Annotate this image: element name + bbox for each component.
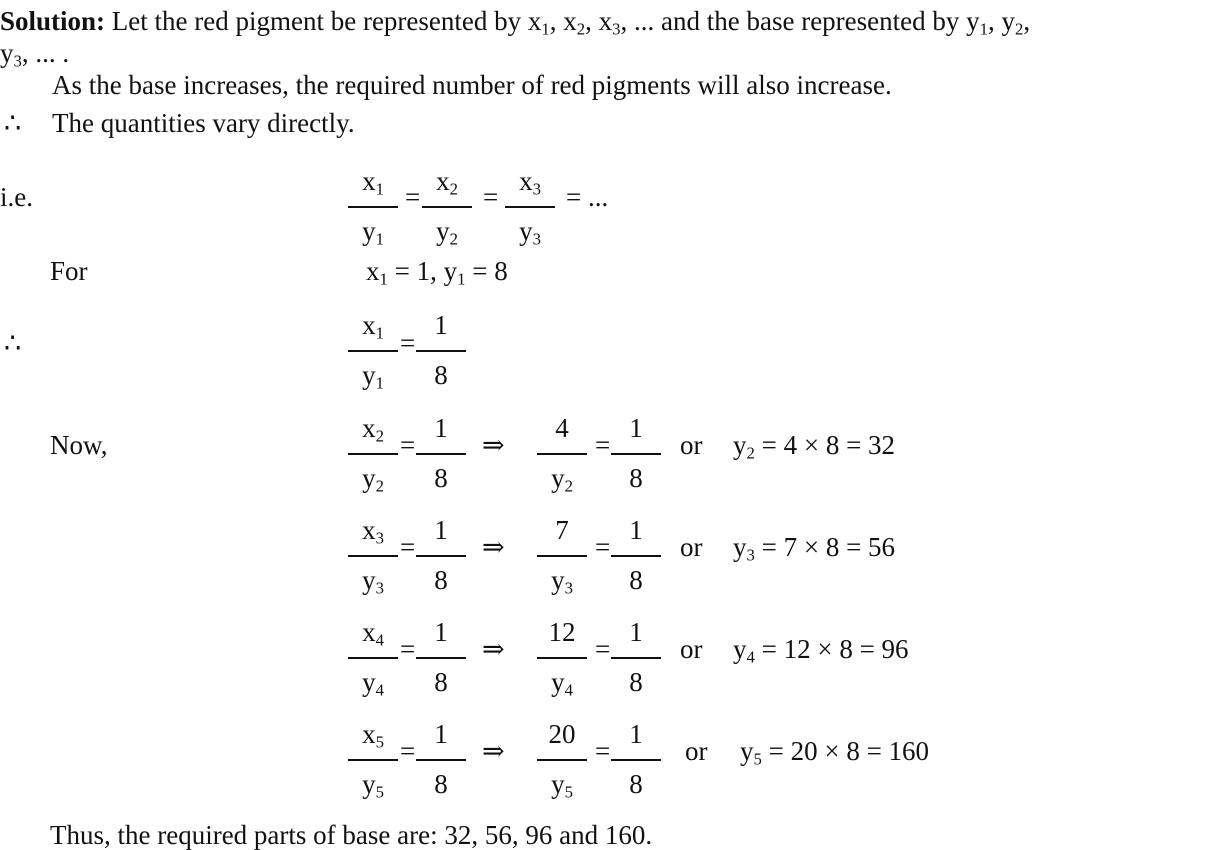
intro-sentence-3: The quantities vary directly. <box>52 108 355 138</box>
fraction-one-eighth: 1 8 <box>414 517 468 617</box>
fraction-one-eighth: 1 8 <box>414 415 468 515</box>
fraction-xn-yn: $x_3$ $y_3$ <box>346 517 400 617</box>
intro-line-1: Solution: Let the red pigment be represented by $x_1$, $x_2$, $x_3$, ... and the base represented by $y_1$, $y_2$, <box>0 6 1031 39</box>
fraction-one-eighth: 1 8 <box>609 619 663 719</box>
fraction-value-yn: 12 $y_4$ <box>535 619 589 719</box>
intro-sentence-2: As the base increases, the required number of red pigments will also increase. <box>52 70 892 100</box>
result-expression: $y_5 = 20 \times 8 = 160$ <box>740 736 930 769</box>
solution-page: Solution: Let the red pigment be represented by $x_1$, $x_2$, $x_3$, ... and the base represented by $y_1$, $y_2$, $y_3$, ... . As the base increases, the required number of red pigments will also increase. ∴ The quantities vary directly. i.e. $x_1$ $y_1$ = $x_2$ $y_2$ = $x_3$ $y_3$ = ... For $x_1 = 1$, $y_1 = 8$ ∴ $x_1$ $y_1$ = 1 8 Now, $x_2$ $y_2$ = 1 8 ⇒ 4 $y_2$ = 1 8 or $y_2 = 4 \times 8 = 32$ $x_3$ $y_3$ = 1 8 ⇒ 7 $y_3$ = 1 8 or $y_3 = 7 \times 8 = 56$ $x_4$ $y_4$ = 1 8 ⇒ 12 $y_4$ = 1 8 or $y_4 = 12 \times 8 = 96$ $x_5$ $y_5$ = 1 8 ⇒ 20 $y_5$ = 1 8 or $y_5 = 20 \times 8 = 160$ Thus, the required parts of base are: 32, 56, 96 and 160. <box>0 6 1031 850</box>
for-expression: $x_1 = 1$, $y_1 = 8$ <box>366 256 508 289</box>
therefore-symbol-2: ∴ <box>4 328 22 358</box>
fraction-value-yn: 20 $y_5$ <box>535 721 589 821</box>
fraction-x1-y1-ratio: $x_1$ $y_1$ <box>346 312 400 412</box>
fraction-value-yn: 4 $y_2$ <box>535 415 589 515</box>
fraction-one-eighth: 1 8 <box>414 312 468 412</box>
fraction-one-eighth: 1 8 <box>414 721 468 821</box>
conclusion-text: Thus, the required parts of base are: 32, 56, 96 and 160. <box>50 820 653 850</box>
result-expression: $y_2 = 4 \times 8 = 32$ <box>733 430 896 463</box>
implies-arrow: ⇒ <box>482 634 505 664</box>
now-label: Now, <box>50 430 108 460</box>
fraction-value-yn: 7 $y_3$ <box>535 517 589 617</box>
therefore-symbol: ∴ <box>4 108 22 138</box>
fraction-one-eighth: 1 8 <box>414 619 468 719</box>
result-expression: $y_3 = 7 \times 8 = 56$ <box>733 532 896 565</box>
intro-line-2: $y_3$, ... . <box>0 38 70 71</box>
fraction-x2-y2: $x_2$ $y_2$ <box>420 168 474 268</box>
fraction-xn-yn: $x_2$ $y_2$ <box>346 415 400 515</box>
fraction-one-eighth: 1 8 <box>609 415 663 515</box>
fraction-xn-yn: $x_4$ $y_4$ <box>346 619 400 719</box>
fraction-one-eighth: 1 8 <box>609 517 663 617</box>
fraction-x3-y3: $x_3$ $y_3$ <box>503 168 557 268</box>
solution-label: Solution: <box>0 6 106 36</box>
implies-arrow: ⇒ <box>482 532 505 562</box>
fraction-xn-yn: $x_5$ $y_5$ <box>346 721 400 821</box>
ie-label: i.e. <box>0 182 33 212</box>
fraction-x1-y1: $x_1$ $y_1$ <box>346 168 400 268</box>
implies-arrow: ⇒ <box>482 736 505 766</box>
result-expression: $y_4 = 12 \times 8 = 96$ <box>733 634 909 667</box>
for-label: For <box>50 256 88 286</box>
implies-arrow: ⇒ <box>482 430 505 460</box>
fraction-one-eighth: 1 8 <box>609 721 663 821</box>
